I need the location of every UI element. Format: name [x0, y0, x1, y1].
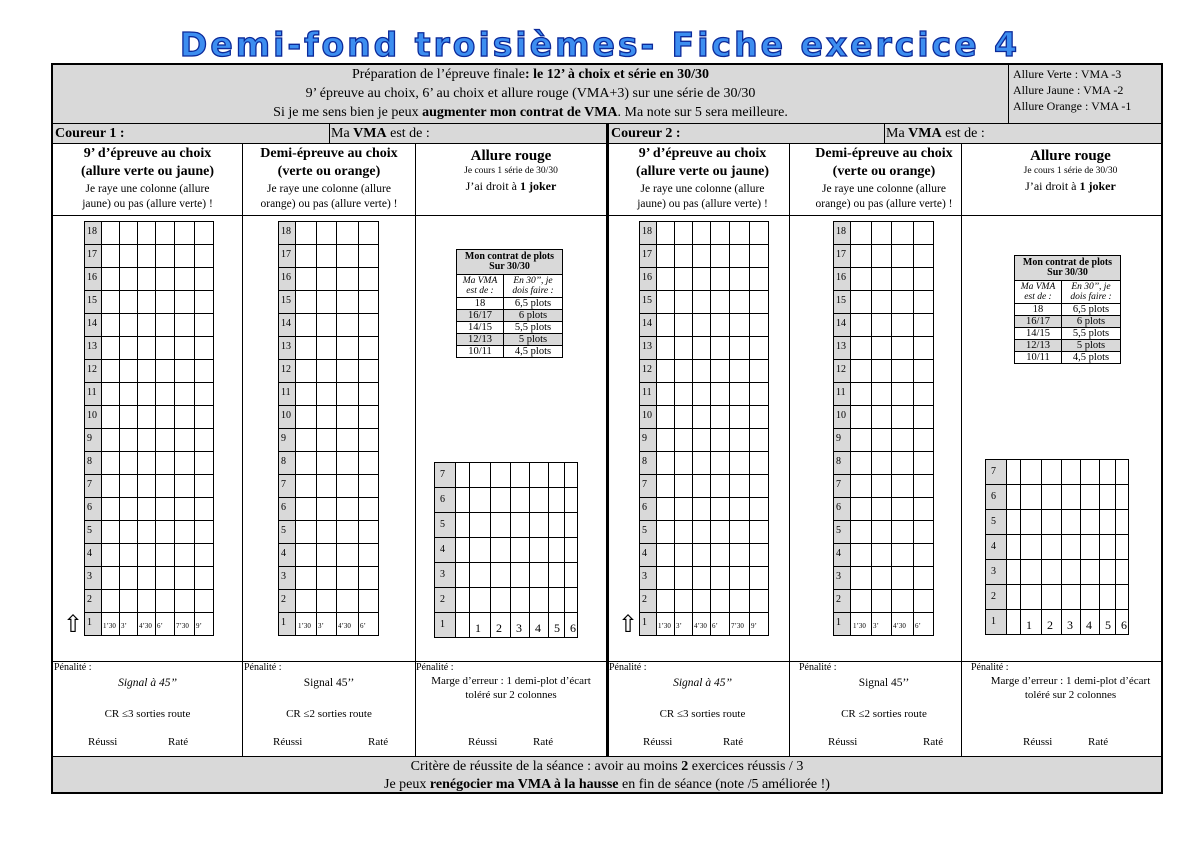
row-number: 12 — [281, 364, 291, 375]
row-number: 2 — [836, 594, 841, 605]
page-title: Demi-fond troisièmes- Fiche exercice 4 — [179, 25, 1021, 64]
row-number: 5 — [87, 525, 92, 536]
penalty-cr: CR ≤3 sorties route — [659, 708, 746, 720]
penalty-cr: CR ≤3 sorties route — [104, 708, 191, 720]
row-number: 8 — [87, 456, 92, 467]
row-number: 4 — [87, 548, 92, 559]
up-arrow-icon: ⇧ — [618, 610, 639, 638]
penalty-label: Pénalité : — [799, 662, 837, 673]
row-number: 4 — [642, 548, 647, 559]
row-number: 15 — [87, 295, 97, 306]
column-number: 5 — [554, 621, 560, 635]
column-number: 4 — [535, 621, 541, 635]
penalty-label: Pénalité : — [416, 662, 454, 673]
row-number: 8 — [836, 456, 841, 467]
row-number: 7 — [87, 479, 92, 490]
row-number: 4 — [281, 548, 286, 559]
footer-line-2: Je peux renégocier ma VMA à la hausse en fin de séance (note /5 améliorée !) — [384, 777, 830, 792]
row-number: 15 — [642, 295, 652, 306]
intro-line-3: Si je me sens bien je peux augmenter mon contrat de VMA. Ma note sur 5 sera meilleure. — [273, 105, 788, 120]
row-number: 13 — [642, 341, 652, 352]
success-label[interactable]: Réussi — [273, 736, 303, 748]
column-number: 2 — [1047, 618, 1053, 632]
col3-title-r2: Allure rouge — [1030, 148, 1111, 164]
row-number: 5 — [991, 516, 996, 527]
time-label: 3’ — [121, 622, 127, 630]
penalty-margin-1: Marge d’erreur : 1 demi-plot d’écart — [990, 675, 1151, 687]
contract-row: 14/15 5,5 plots — [1015, 328, 1121, 340]
row-number: 7 — [991, 466, 996, 477]
row-number: 1 — [836, 617, 841, 628]
row-number: 4 — [440, 544, 445, 555]
row-number: 11 — [836, 387, 846, 398]
row-number: 5 — [642, 525, 647, 536]
col2-title-line2-r2: (verte ou orange) — [832, 164, 936, 179]
col1-title-line1-r2: 9’ d’épreuve au choix — [638, 146, 767, 161]
time-label: 3’ — [318, 622, 324, 630]
col1-note1-r2: Je raye une colonne (allure — [640, 183, 765, 195]
time-label: 4’30 — [694, 622, 707, 630]
row-number: 9 — [281, 433, 286, 444]
time-label: 1’30 — [103, 622, 116, 630]
row-number: 16 — [642, 272, 652, 283]
row-number: 7 — [440, 469, 445, 480]
row-number: 6 — [836, 502, 841, 513]
contract-row: 12/13 5 plots — [457, 334, 563, 346]
row-number: 2 — [87, 594, 92, 605]
col3-note2-r1: J’ai droit à 1 joker — [465, 179, 557, 193]
time-label: 9’ — [196, 622, 202, 630]
contract-row: 16/17 6 plots — [1015, 316, 1121, 328]
penalty-cr: CR ≤2 sorties route — [286, 708, 372, 720]
row-number: 15 — [836, 295, 846, 306]
contract-row: 18 6,5 plots — [1015, 304, 1121, 316]
row-number: 3 — [991, 566, 996, 577]
time-label: 9’ — [751, 622, 757, 630]
row-number: 4 — [991, 541, 996, 552]
row-number: 12 — [642, 364, 652, 375]
col2-note2-r1: orange) ou pas (allure verte) ! — [260, 198, 398, 210]
row-number: 14 — [836, 318, 846, 329]
row-number: 13 — [281, 341, 291, 352]
penalty-signal: Signal à 45’’ — [673, 677, 732, 689]
col2-note1-r2: Je raye une colonne (allure — [822, 183, 946, 195]
penalty-label: Pénalité : — [54, 662, 92, 673]
pace-orange: Allure Orange : VMA -1 — [1013, 99, 1132, 113]
fail-label[interactable]: Raté — [368, 736, 389, 748]
row-number: 3 — [281, 571, 286, 582]
column-number: 2 — [496, 621, 502, 635]
contract-row: 10/11 4,5 plots — [457, 346, 563, 358]
row-number: 2 — [281, 594, 286, 605]
col2-title-line1-r2: Demi-épreuve au choix — [815, 146, 953, 161]
row-number: 18 — [281, 226, 291, 237]
pace-yellow: Allure Jaune : VMA -2 — [1013, 83, 1124, 97]
row-number: 2 — [642, 594, 647, 605]
penalty-cr: CR ≤2 sorties route — [841, 708, 927, 720]
up-arrow-icon: ⇧ — [63, 610, 84, 638]
contract-row: 12/13 5 plots — [1015, 340, 1121, 352]
row-number: 8 — [281, 456, 286, 467]
row-number: 12 — [836, 364, 846, 375]
intro-line-1: Préparation de l’épreuve finale: le 12’ à choix et série en 30/30 — [351, 67, 709, 82]
success-label[interactable]: Réussi — [468, 736, 498, 748]
runner-1-label: Coureur 1 : — [55, 126, 125, 141]
row-number: 5 — [281, 525, 286, 536]
pace-green: Allure Verte : VMA -3 — [1013, 67, 1122, 81]
time-label: 1’30 — [298, 622, 311, 630]
time-label: 7’30 — [176, 622, 189, 630]
row-number: 2 — [440, 594, 445, 605]
row-number: 1 — [440, 619, 445, 630]
row-number: 6 — [440, 494, 445, 505]
row-number: 14 — [87, 318, 97, 329]
row-number: 6 — [87, 502, 92, 513]
time-label: 4’30 — [139, 622, 152, 630]
row-number: 11 — [281, 387, 291, 398]
col1-title-line2-r1: (allure verte ou jaune) — [80, 164, 215, 179]
fail-label[interactable]: Raté — [168, 736, 189, 748]
row-number: 11 — [87, 387, 97, 398]
time-label: 6’ — [915, 622, 921, 630]
row-number: 17 — [281, 249, 291, 260]
col1-title-line1-r1: 9’ d’épreuve au choix — [83, 146, 212, 161]
time-label: 6’ — [360, 622, 366, 630]
column-number: 1 — [1026, 618, 1032, 632]
penalty-signal: Signal 45’’ — [303, 677, 355, 689]
row-number: 10 — [281, 410, 291, 421]
fail-label[interactable]: Raté — [723, 736, 744, 748]
column-number: 3 — [516, 621, 522, 635]
exercise-sheet — [51, 63, 1163, 794]
row-number: 5 — [440, 519, 445, 530]
time-label: 6’ — [157, 622, 163, 630]
col1-note2-r2: jaune) ou pas (allure verte) ! — [637, 198, 768, 210]
col3-note1-r2: Je cours 1 série de 30/30 — [1023, 166, 1118, 176]
row-number: 13 — [87, 341, 97, 352]
col2-note1-r1: Je raye une colonne (allure — [267, 183, 391, 195]
column-number: 5 — [1105, 618, 1111, 632]
success-label[interactable]: Réussi — [88, 736, 118, 748]
row-number: 9 — [87, 433, 92, 444]
time-label: 3’ — [873, 622, 879, 630]
row-number: 10 — [642, 410, 652, 421]
fail-label[interactable]: Raté — [533, 736, 554, 748]
fail-label[interactable]: Raté — [1088, 736, 1109, 748]
success-label[interactable]: Réussi — [1023, 736, 1053, 748]
col2-note2-r2: orange) ou pas (allure verte) ! — [815, 198, 953, 210]
intro-line-2: 9’ épreuve au choix, 6’ au choix et allure rouge (VMA+3) sur une série de 30/30 — [305, 86, 756, 101]
success-label[interactable]: Réussi — [643, 736, 673, 748]
col1-title-line2-r2: (allure verte ou jaune) — [635, 164, 770, 179]
row-number: 18 — [836, 226, 846, 237]
row-number: 8 — [642, 456, 647, 467]
row-number: 3 — [642, 571, 647, 582]
col3-note2-r2: J’ai droit à 1 joker — [1025, 179, 1116, 193]
penalty-margin-2: toléré sur 2 colonnes — [1024, 689, 1117, 701]
col3-note1-r1: Je cours 1 série de 30/30 — [464, 166, 558, 176]
success-label[interactable]: Réussi — [828, 736, 858, 748]
col2-title-line2-r1: (verte ou orange) — [277, 164, 381, 179]
row-number: 6 — [642, 502, 647, 513]
row-number: 9 — [836, 433, 841, 444]
col1-note1-r1: Je raye une colonne (allure — [85, 183, 210, 195]
fail-label[interactable]: Raté — [923, 736, 944, 748]
penalty-signal: Signal à 45’’ — [118, 677, 177, 689]
penalty-margin-1: Marge d’erreur : 1 demi-plot d’écart — [431, 675, 591, 687]
runner-2-label: Coureur 2 : — [611, 126, 681, 141]
row-number: 17 — [836, 249, 846, 260]
row-number: 17 — [87, 249, 97, 260]
row-number: 3 — [87, 571, 92, 582]
row-number: 6 — [281, 502, 286, 513]
contract-table-r2: Mon contrat de plots Sur 30/30 Ma VMA est de : En 30’’, je dois faire : 18 6,5 plots 16/17 6 plots 14/15 5,5 plots 12/13 5 plots 10/11 4,5 plots — [1014, 255, 1121, 364]
footer-line-1: Critère de réussite de la séance : avoir au moins 2 exercices réussis / 3 — [410, 759, 804, 774]
row-number: 1 — [991, 616, 996, 627]
time-label: 3’ — [676, 622, 682, 630]
time-label: 1’30 — [853, 622, 866, 630]
column-number: 6 — [1121, 618, 1127, 632]
row-number: 14 — [281, 318, 291, 329]
time-label: 1’30 — [658, 622, 671, 630]
row-number: 4 — [836, 548, 841, 559]
row-number: 11 — [642, 387, 652, 398]
row-number: 10 — [836, 410, 846, 421]
row-number: 1 — [281, 617, 286, 628]
contract-row: 18 6,5 plots — [457, 298, 563, 310]
row-number: 1 — [642, 617, 647, 628]
row-number: 17 — [642, 249, 652, 260]
row-number: 3 — [836, 571, 841, 582]
penalty-margin-2: toléré sur 2 colonnes — [465, 689, 557, 701]
contract-row: 16/17 6 plots — [457, 310, 563, 322]
row-number: 2 — [991, 591, 996, 602]
row-number: 18 — [87, 226, 97, 237]
row-number: 3 — [440, 569, 445, 580]
row-number: 13 — [836, 341, 846, 352]
row-number: 16 — [281, 272, 291, 283]
runner-1-vma: Ma VMA est de : — [331, 126, 430, 141]
row-number: 7 — [642, 479, 647, 490]
row-number: 16 — [87, 272, 97, 283]
contract-row: 14/15 5,5 plots — [457, 322, 563, 334]
runner-2-vma: Ma VMA est de : — [886, 126, 985, 141]
contract-row: 10/11 4,5 plots — [1015, 352, 1121, 364]
row-number: 15 — [281, 295, 291, 306]
time-label: 4’30 — [893, 622, 906, 630]
row-number: 6 — [991, 491, 996, 502]
col1-note2-r1: jaune) ou pas (allure verte) ! — [82, 198, 213, 210]
time-label: 6’ — [712, 622, 718, 630]
row-number: 10 — [87, 410, 97, 421]
row-number: 7 — [281, 479, 286, 490]
time-label: 7’30 — [731, 622, 744, 630]
column-number: 4 — [1086, 618, 1092, 632]
row-number: 1 — [87, 617, 92, 628]
row-number: 5 — [836, 525, 841, 536]
column-number: 3 — [1067, 618, 1073, 632]
row-number: 14 — [642, 318, 652, 329]
penalty-label: Pénalité : — [971, 662, 1009, 673]
row-number: 12 — [87, 364, 97, 375]
column-number: 1 — [475, 621, 481, 635]
contract-table-r1: Mon contrat de plots Sur 30/30 Ma VMA est de : En 30’’, je dois faire : 18 6,5 plots 16/17 6 plots 14/15 5,5 plots 12/13 5 plots 10/11 4,5 plots — [456, 249, 563, 358]
column-number: 6 — [570, 621, 576, 635]
row-number: 7 — [836, 479, 841, 490]
penalty-label: Pénalité : — [244, 662, 282, 673]
col3-title-r1: Allure rouge — [470, 148, 552, 164]
row-number: 9 — [642, 433, 647, 444]
time-label: 4’30 — [338, 622, 351, 630]
row-number: 18 — [642, 226, 652, 237]
row-number: 16 — [836, 272, 846, 283]
col2-title-line1-r1: Demi-épreuve au choix — [260, 146, 398, 161]
penalty-signal: Signal 45’’ — [858, 677, 910, 689]
penalty-label: Pénalité : — [609, 662, 647, 673]
